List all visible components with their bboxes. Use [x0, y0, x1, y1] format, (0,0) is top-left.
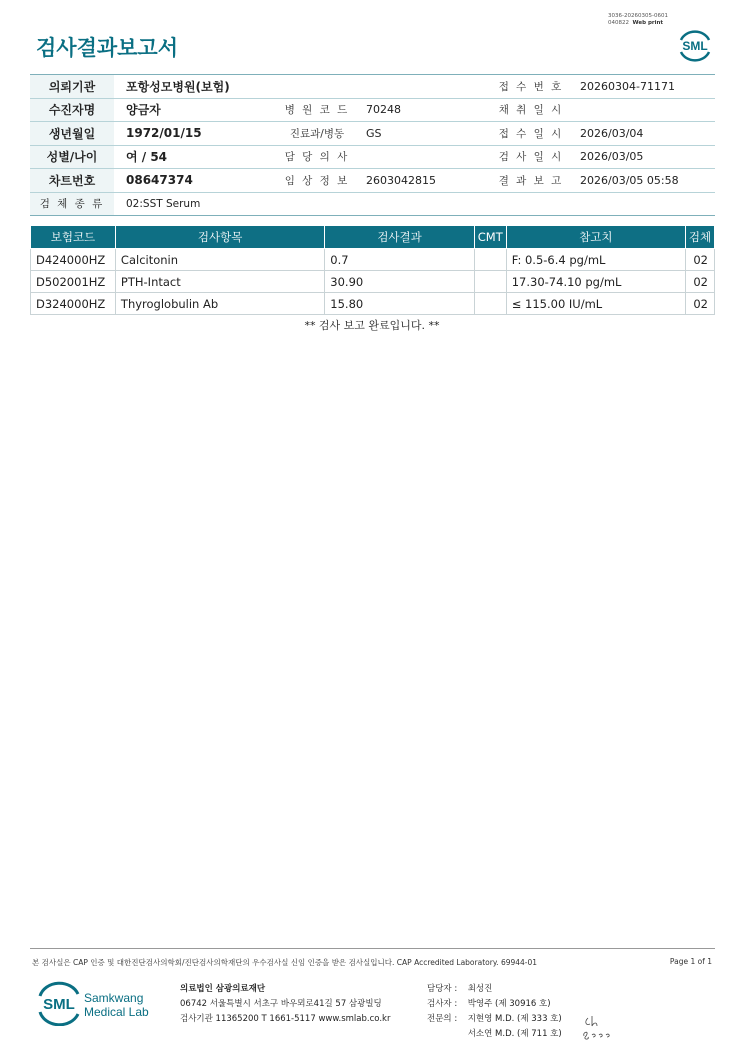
clinical-value: 2603042815	[362, 169, 486, 193]
dept-label: 진료과/병동	[272, 122, 362, 146]
cell-result: 30.90	[325, 271, 475, 293]
info-row	[30, 122, 715, 146]
org-name: 의료법인 삼광의료재단	[180, 984, 266, 994]
specialist-value-1: 지현영 M.D. (제 333 호)	[467, 1014, 562, 1024]
info-row	[30, 169, 715, 193]
table-row	[31, 249, 715, 271]
cell-cmt	[474, 293, 506, 315]
doctor-label: 담 당 의 사	[272, 145, 362, 169]
receipt-date-value: 2026/03/04	[576, 122, 715, 146]
birth-label: 생년월일	[30, 122, 114, 146]
patient-label: 수진자명	[30, 98, 114, 122]
cell-result: 0.7	[325, 249, 475, 271]
print-code	[608, 13, 668, 27]
info-row	[30, 145, 715, 169]
cell-specimen: 02	[685, 249, 714, 271]
certification-text: 본 검사실은 CAP 인증 및 대한진단검사의학회/진단검사의학재단의 우수검사실 신임 인증을 받은 검사실입니다. CAP Accredited Laboratory. 69944-01	[32, 958, 538, 967]
cell-cmt	[474, 271, 506, 293]
requester-value: 포항성모병원(보험)	[114, 75, 486, 99]
chart-value: 08647374	[114, 169, 272, 193]
doctor-value	[362, 145, 486, 169]
samkwang-logo-icon	[36, 980, 156, 1026]
hospital-code-value: 70248	[362, 98, 486, 122]
staff-info	[427, 982, 562, 1042]
samkwang-logo-line2: Medical Lab	[84, 1005, 149, 1019]
report-label: 결 과 보 고	[486, 169, 576, 193]
report-value: 2026/03/05 05:58	[576, 169, 715, 193]
cell-code: D324000HZ	[31, 293, 116, 315]
results-header-row	[31, 226, 715, 249]
tester-label: 검사자 :	[427, 999, 458, 1009]
table-row	[31, 293, 715, 315]
org-contact: 검사기관 11365200 T 1661-5117 www.smlab.co.kr	[180, 1014, 391, 1024]
sex-age-label: 성별/나이	[30, 145, 114, 169]
collect-date-value	[576, 98, 715, 122]
sex-age-value: 여 / 54	[114, 145, 272, 169]
col-header-item: 검사항목	[115, 226, 324, 249]
receipt-no-label: 접 수 번 호	[486, 75, 576, 99]
page-number: Page 1 of 1	[669, 957, 712, 966]
print-code-line2	[608, 20, 668, 27]
cell-ref: ≤ 115.00 IU/mL	[506, 293, 685, 315]
samkwang-logo-line1: Samkwang	[84, 991, 144, 1005]
collect-date-label: 채 취 일 시	[486, 98, 576, 122]
cell-specimen: 02	[685, 271, 714, 293]
report-complete-note: ** 검사 보고 완료입니다. **	[304, 319, 440, 332]
col-header-code: 보험코드	[31, 226, 116, 249]
info-row	[30, 75, 715, 99]
cell-specimen: 02	[685, 293, 714, 315]
cell-code: D424000HZ	[31, 249, 116, 271]
sml-logo-text: SML	[682, 39, 708, 53]
org-address: 06742 서울특별시 서초구 바우뫼로41길 57 삼광빌딩	[180, 999, 382, 1009]
charge-label: 담당자 :	[427, 984, 458, 994]
requester-label: 의뢰기관	[30, 75, 114, 99]
web-print-tag: Web print	[632, 20, 664, 26]
test-date-value: 2026/03/05	[576, 145, 715, 169]
sml-logo-icon	[676, 28, 714, 62]
col-header-ref: 참고치	[506, 226, 685, 249]
cell-item: Thyroglobulin Ab	[115, 293, 324, 315]
footer-divider	[30, 948, 715, 949]
col-header-cmt: CMT	[474, 226, 506, 249]
cell-item: Calcitonin	[115, 249, 324, 271]
test-date-label: 검 사 일 시	[486, 145, 576, 169]
charge-value: 최성진	[467, 984, 493, 994]
info-row	[30, 192, 715, 216]
cell-cmt	[474, 249, 506, 271]
report-title: 검사결과보고서	[36, 36, 179, 60]
cell-ref: 17.30-74.10 pg/mL	[506, 271, 685, 293]
chart-label: 차트번호	[30, 169, 114, 193]
col-header-result: 검사결과	[325, 226, 475, 249]
clinical-label: 임 상 정 보	[272, 169, 362, 193]
patient-info-table	[30, 74, 715, 216]
print-code-line1: 3036-20260305-0601	[608, 13, 668, 19]
results-table	[30, 225, 715, 315]
tester-value: 박영주 (제 30916 호)	[467, 999, 551, 1009]
specimen-value: 02:SST Serum	[114, 192, 715, 216]
specialist-label: 전문의 :	[427, 1014, 458, 1024]
organization-info	[180, 982, 390, 1027]
patient-value: 양금자	[114, 98, 272, 122]
cell-ref: F: 0.5-6.4 pg/mL	[506, 249, 685, 271]
cell-result: 15.80	[325, 293, 475, 315]
receipt-date-label: 접 수 일 시	[486, 122, 576, 146]
info-row	[30, 98, 715, 122]
table-row	[31, 271, 715, 293]
dept-value: GS	[362, 122, 486, 146]
signature-icon	[580, 1010, 616, 1044]
cell-item: PTH-Intact	[115, 271, 324, 293]
birth-value: 1972/01/15	[114, 122, 272, 146]
col-header-specimen: 검체	[685, 226, 714, 249]
samkwang-logo-mark: SML	[43, 996, 75, 1013]
specimen-label: 검 체 종 류	[30, 192, 114, 216]
receipt-no-value: 20260304-71171	[576, 75, 715, 99]
hospital-code-label: 병 원 코 드	[272, 98, 362, 122]
specialist-value-2: 서소연 M.D. (제 711 호)	[467, 1029, 562, 1039]
print-code-number: 040822	[608, 20, 630, 26]
cell-code: D502001HZ	[31, 271, 116, 293]
